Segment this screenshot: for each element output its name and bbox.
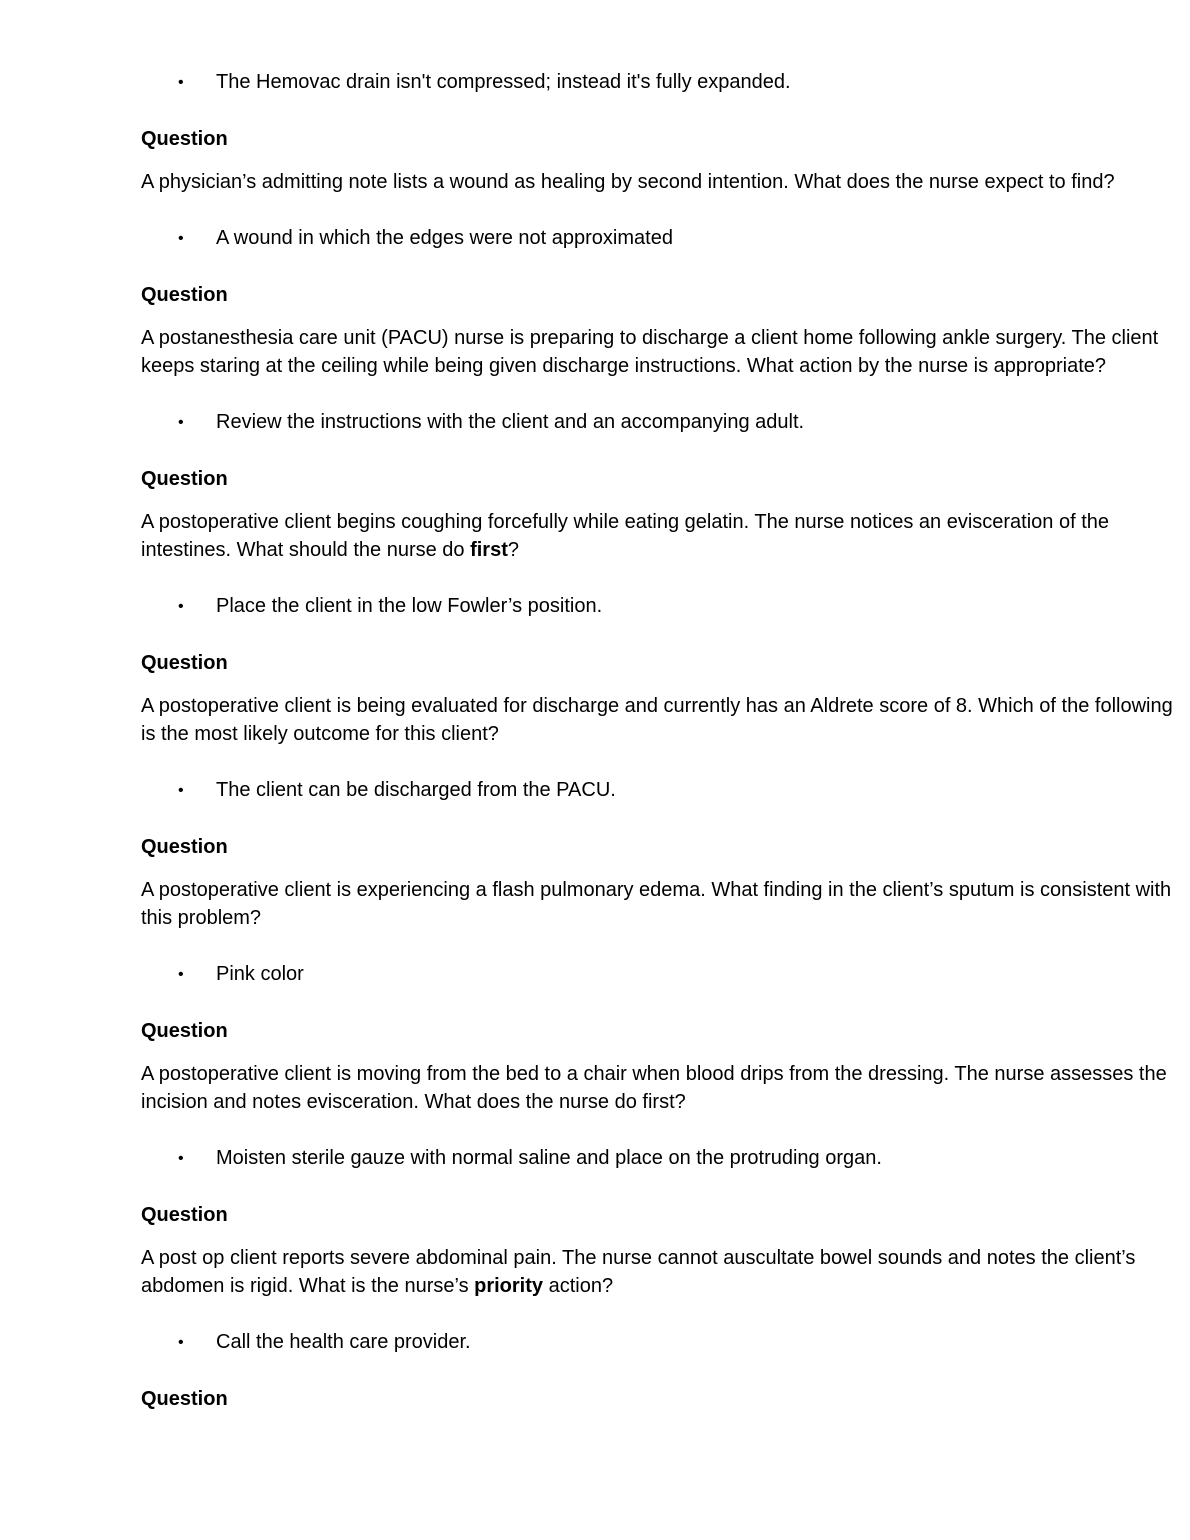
answer-bullet [141,592,1186,621]
question-heading: Question [141,1387,228,1410]
question-heading: Question [141,467,228,490]
document-page [141,68,1186,1414]
question-text: A postoperative client begins coughing forcefully while eating gelatin. The nurse notices an evisceration of the intestines. What should the nurse do first? [141,510,1110,561]
emphasis-first: first [470,539,508,561]
answer-text: A wound in which the edges were not approximated [216,226,673,249]
answer-text: Review the instructions with the client and an accompanying adult. [216,410,805,433]
answer-bullet [141,224,1186,253]
answer-bullet [141,1328,1186,1357]
question-heading: Question [141,1019,228,1042]
emphasis-priority: priority [474,1275,544,1297]
bullet-icon: • [178,597,184,615]
question-text: A postoperative client is being evaluated for discharge and currently has an Aldrete score of 8. Which of the following is the most likely outcome for this client? [141,694,1173,745]
bullet-icon: • [178,74,184,91]
answer-bullet [141,68,1186,97]
bullet-icon: • [178,965,184,983]
bullet-icon: • [178,413,184,431]
bullet-icon: • [178,1333,184,1351]
answer-text: Call the health care provider. [216,1330,471,1353]
question-text: A physician’s admitting note lists a wound as healing by second intention. What does the nurse expect to find? [141,171,1115,193]
question-heading: Question [141,1203,228,1226]
question-text: A postoperative client is experiencing a flash pulmonary edema. What finding in the client’s sputum is consistent with this problem? [141,878,1172,929]
answer-bullet [141,776,1186,805]
answer-text: The Hemovac drain isn't compressed; instead it's fully expanded. [216,71,791,93]
question-heading: Question [141,283,228,306]
answer-text: Pink color [216,962,304,985]
answer-bullet [141,960,1186,989]
answer-bullet [141,1144,1186,1173]
question-text: A post op client reports severe abdominal pain. The nurse cannot auscultate bowel sounds and notes the client’s abdomen is rigid. What is the nurse’s priority action? [141,1246,1136,1297]
answer-text: Place the client in the low Fowler’s position. [216,594,603,617]
question-heading: Question [141,128,228,150]
answer-text: The client can be discharged from the PACU. [216,778,616,801]
question-text: A postanesthesia care unit (PACU) nurse is preparing to discharge a client home following ankle surgery. The client keeps staring at the ceiling while being given discharge instructions. What action by the nurse is appropriate? [141,326,1159,377]
bullet-icon: • [178,781,184,799]
answer-bullet [141,408,1186,437]
bullet-icon: • [178,1149,184,1167]
question-heading: Question [141,835,228,858]
question-heading: Question [141,651,228,674]
bullet-icon: • [178,229,184,247]
answer-text: Moisten sterile gauze with normal saline and place on the protruding organ. [216,1146,882,1169]
question-text: A postoperative client is moving from the bed to a chair when blood drips from the dressing. The nurse assesses the incision and notes evisceration. What does the nurse do first? [141,1062,1167,1113]
